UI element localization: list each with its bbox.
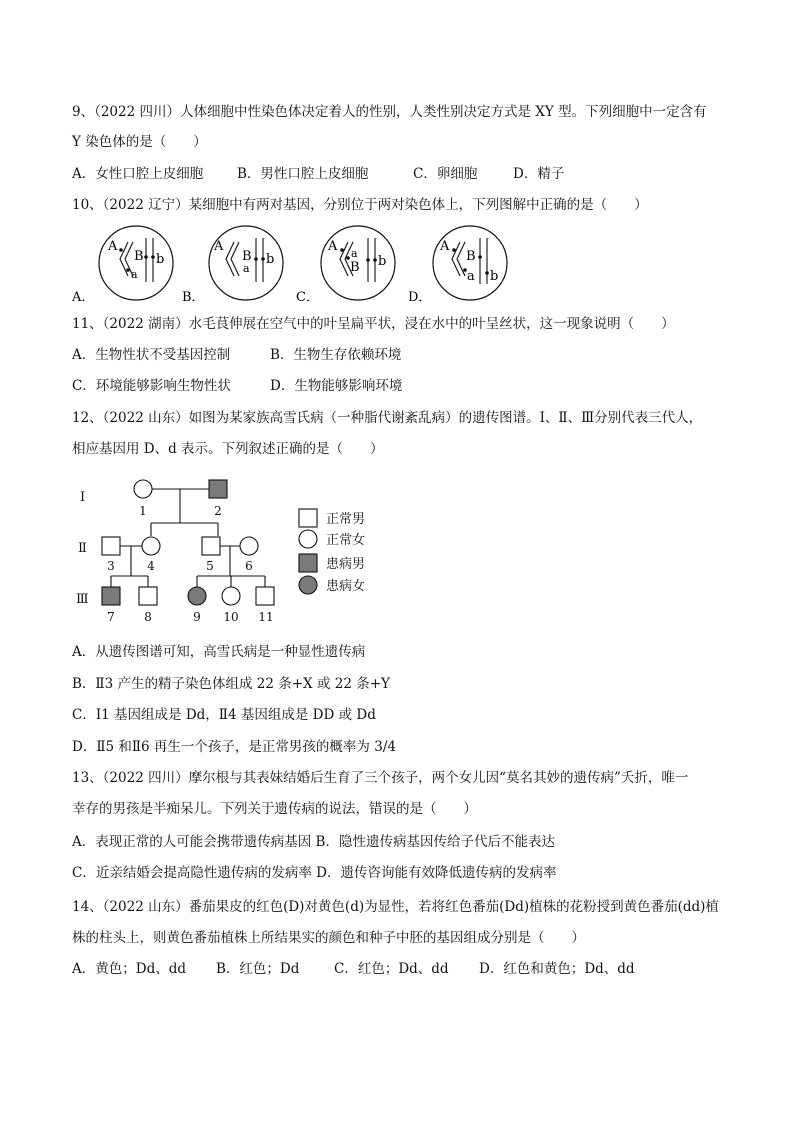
q14-option-d: D．红色和黄色；Dd、dd	[479, 961, 635, 977]
q13-options-row2: C．近亲结婚会提高隐性遗传病的发病率 D．遗传咨询能有效降低遗传病的发病率	[72, 865, 557, 881]
q10-cell-diagrams	[70, 224, 530, 306]
q10-option-a-letter: A．	[72, 290, 95, 305]
q12-option-d: D．Ⅱ5 和Ⅱ6 再生一个孩子，是正常男孩的概率为 3/4	[72, 739, 396, 755]
generation-label-3: Ⅲ	[76, 592, 89, 607]
q11-option-a: A．生物性状不受基因控制	[72, 347, 231, 363]
q12-option-a: A．从遗传图谱可知，高雪氏病是一种显性遗传病	[72, 644, 366, 660]
q14-options	[72, 960, 635, 978]
q10-stem: 10、（2022 辽宁）某细胞中有两对基因，分别位于两对染色体上，下列图解中正确的是（ ）	[72, 197, 648, 213]
q9-stem-line2: Y 染色体的是（ ）	[72, 134, 207, 150]
individual-9-affected-female	[188, 587, 206, 605]
individual-6-normal-female	[240, 537, 258, 555]
legend-normal-male-label: 正常男	[326, 512, 366, 527]
q10-b-gene-right: b	[266, 252, 275, 267]
legend-affected-female-label: 患病女	[326, 579, 366, 594]
q13-stem-line1: 13、（2022 四川）摩尔根与其表妹结婚后生育了三个孩子，两个女儿因“莫名其妙的遗传病”夭折，唯一	[72, 770, 689, 786]
q11-option-b: B．生物生存依赖环境	[270, 347, 402, 363]
q10-d-gene-right: b	[490, 269, 499, 284]
q9-options	[72, 165, 564, 183]
individual-number-2: 2	[214, 504, 222, 518]
q10-a-gene-mid: B	[134, 249, 144, 264]
q11-stem: 11、（2022 湖南）水毛茛伸展在空气中的叶呈扁平状，浸在水中的叶呈丝状，这一现象说明（ ）	[72, 316, 675, 332]
individual-7-affected-male	[102, 587, 120, 605]
generation-label-1: Ⅰ	[80, 490, 86, 505]
legend-normal-female-symbol	[299, 530, 317, 548]
individual-number-8: 8	[144, 610, 152, 624]
q9-option-a: A．女性口腔上皮细胞	[72, 166, 204, 182]
q10-cell-a	[99, 226, 173, 300]
q13-options-row1: A．表现正常的人可能会携带遗传病基因 B．隐性遗传病基因传给子代后不能表达	[72, 834, 555, 850]
q10-a-gene-low: a	[131, 268, 138, 281]
legend-normal-male-symbol	[299, 509, 317, 527]
individual-number-4: 4	[147, 559, 155, 573]
individual-5-normal-male	[202, 537, 220, 555]
individual-number-11: 11	[258, 610, 274, 624]
q10-b-gene-low: a	[243, 262, 250, 275]
q14-option-b: B．红色；Dd	[216, 961, 300, 977]
legend-normal-female-label: 正常女	[326, 533, 366, 548]
q10-b-gene-mid: B	[242, 249, 252, 264]
q10-cell-c	[321, 226, 395, 300]
q10-d-gene-left: A	[440, 239, 450, 254]
pedigree-legend	[299, 509, 317, 594]
q14-stem-line2: 株的柱头上，则黄色番茄植株上所结果实的颜色和种子中胚的基因组成分别是（ ）	[72, 930, 585, 946]
individual-number-3: 3	[107, 559, 115, 573]
individual-2-affected-male	[209, 480, 227, 498]
individual-number-9: 9	[193, 610, 201, 624]
q9-option-c: C．卵细胞	[413, 166, 478, 182]
q9-option-b: B．男性口腔上皮细胞	[237, 166, 369, 182]
q12-option-b: B．Ⅱ3 产生的精子染色体组成 22 条+X 或 22 条+Y	[72, 676, 390, 692]
individual-number-6: 6	[245, 559, 253, 573]
q11-option-d: D．生物能够影响环境	[270, 378, 403, 394]
individual-number-1: 1	[139, 504, 147, 518]
individual-4-normal-female	[142, 537, 160, 555]
individual-number-5: 5	[206, 559, 214, 573]
individual-3-normal-male	[102, 537, 120, 555]
q10-c-gene-right: b	[378, 254, 387, 269]
q10-c-gene-left: A	[328, 239, 338, 254]
q14-option-a: A．黄色；Dd、dd	[72, 961, 186, 977]
legend-affected-female-symbol	[299, 576, 317, 594]
q11-options-row1	[72, 346, 401, 364]
q10-c-gene-mid: a	[351, 247, 358, 260]
generation-label-2: Ⅱ	[78, 541, 87, 556]
q14-option-c: C．红色；Dd、dd	[334, 961, 449, 977]
q12-option-c: C．Ⅰ1 基因组成是 Dd，Ⅱ4 基因组成是 DD 或 Dd	[72, 707, 376, 723]
q10-d-gene-low: a	[467, 269, 475, 284]
q10-c-gene-low: B	[350, 260, 360, 275]
q9-stem-line1: 9、（2022 四川）人体细胞中性染色体决定着人的性别，人类性别决定方式是 XY 型。下列细胞中一定含有	[72, 104, 707, 120]
q10-cell-d	[433, 226, 507, 300]
q10-a-gene-left: A	[108, 239, 118, 254]
individual-11-normal-male	[256, 587, 274, 605]
individual-10-normal-female	[222, 587, 240, 605]
individual-number-10: 10	[223, 610, 239, 624]
q10-option-d-letter: D．	[408, 290, 432, 305]
q13-stem-line2: 幸存的男孩是半痴呆儿。下列关于遗传病的说法，错误的是（ ）	[72, 801, 477, 817]
q12-stem-line1: 12、（2022 山东）如图为某家族高雪氏病（一种脂代谢紊乱病）的遗传图谱。Ⅰ、Ⅱ、Ⅲ分别代表三代人，	[72, 410, 703, 426]
q11-options-row2	[72, 377, 402, 395]
q10-d-gene-mid: B	[466, 249, 476, 264]
q12-pedigree-chart	[70, 470, 390, 630]
legend-affected-male-symbol	[299, 554, 317, 572]
q10-option-b-letter: B．	[182, 290, 205, 305]
q11-option-c: C．环境能够影响生物性状	[72, 378, 231, 394]
q10-cell-b	[209, 226, 283, 300]
q10-a-gene-right: b	[156, 252, 165, 267]
q9-option-d: D．精子	[513, 166, 565, 182]
q14-stem-line1: 14、（2022 山东）番茄果皮的红色(D)对黄色(d)为显性，若将红色番茄(Dd)植株的花粉授到黄色番茄(dd)植	[72, 899, 719, 915]
legend-affected-male-label: 患病男	[326, 557, 366, 572]
q10-option-c-letter: C．	[296, 290, 319, 305]
individual-8-normal-male	[139, 587, 157, 605]
individual-number-7: 7	[107, 610, 115, 624]
q10-b-gene-left: A	[214, 239, 224, 254]
individual-1-normal-female	[134, 480, 152, 498]
q12-stem-line2: 相应基因用 D、d 表示。下列叙述正确的是（ ）	[72, 441, 384, 457]
